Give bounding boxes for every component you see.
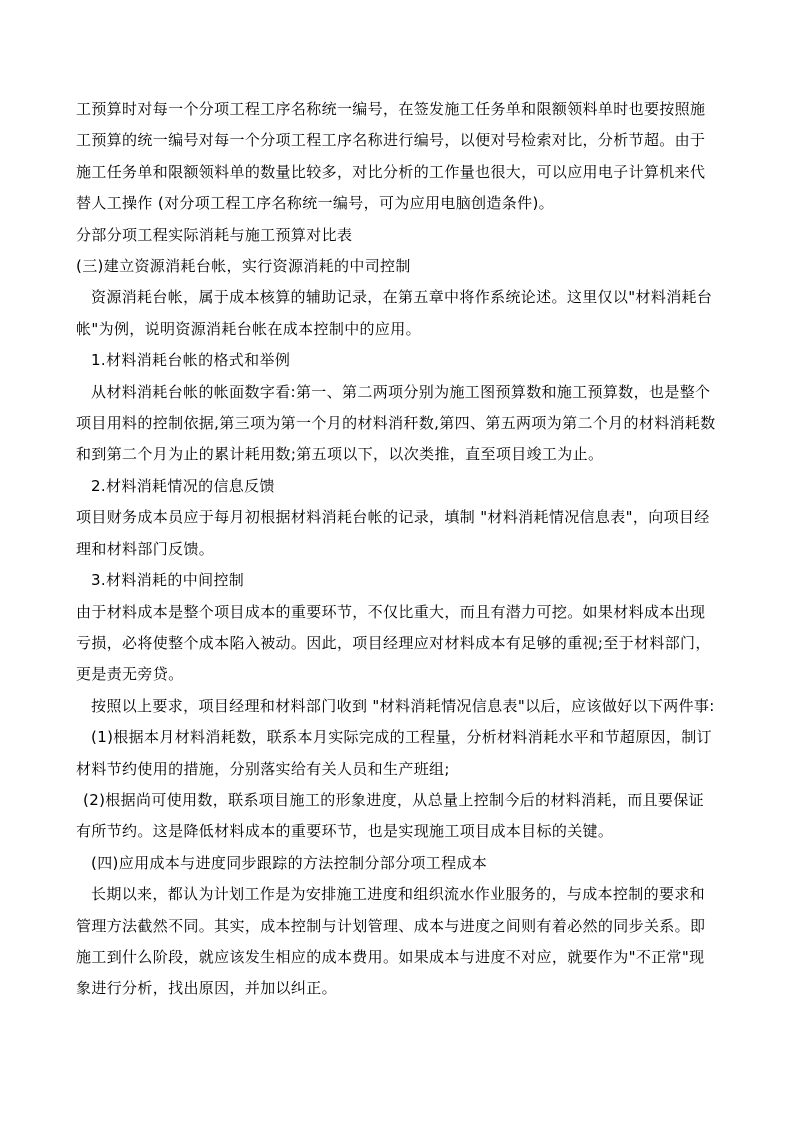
- section-heading-3: (三)建立资源消耗台帐，实行资源消耗的中司控制: [76, 257, 411, 276]
- paragraph-ledger-format: 从材料消耗台帐的帐面数字看:第一、第二两项分别为施工图预算数和施工预算数，也是整个项目用料的控制依据,第三项为第一个月的材料消秆数,第四、第五两项为第二个月的材料消耗数和到第二个月为止的累计耗用数;第五项以下，以次类推，直至项目竣工为止。: [76, 382, 716, 464]
- list-item-1: (1)根据本月材料消耗数，联系本月实际完成的工程量，分析材料消耗水平和节超原因，制订材料节约使用的措施，分别落实给有关人员和生产班组;: [76, 728, 712, 778]
- list-item-2: (2)根据尚可使用数，联系项目施工的形象进度，从总量上控制今后的材料消耗，而且要保证有所节约。这是降低材料成本的重要环节，也是实现施工项目成本目标的关键。: [76, 790, 704, 841]
- subheading-2: 2.材料消耗情况的信息反馈: [91, 476, 275, 495]
- document-body: [76, 94, 718, 1005]
- paragraph-resource-ledger: 资源消耗台帐，属于成本核算的辅助记录，在第五章中将作系统论述。这里仅以"材料消耗台帐"为例，说明资源消耗台帐在成本控制中的应用。: [76, 288, 713, 338]
- paragraph-requirements: 按照以上要求，项目经理和材料部门收到 "材料消耗情况信息表"以后，应该做好以下两件事:: [91, 696, 715, 715]
- paragraph-material-cost: 由于材料成本是整个项目成本的重要环节，不仅比重大，而且有潜力可挖。如果材料成本出现亏损，必将使整个成本陷入被动。因此，项目经理应对材料成本有足够的重视;至于材料部门，更是责无旁贷。: [76, 602, 711, 684]
- table-caption: 分部分项工程实际消耗与施工预算对比表: [76, 225, 353, 244]
- subheading-1: 1.材料消耗台帐的格式和举例: [91, 351, 291, 370]
- section-heading-4: (四)应用成本与进度同步跟踪的方法控制分部分项工程成本: [91, 853, 488, 872]
- paragraph-progress-tracking: 长期以来，都认为计划工作是为安排施工进度和组织流水作业服务的，与成本控制的要求和管理方法截然不同。其实，成本控制与计划管理、成本与进度之间则有着必然的同步关系。即施工到什么阶段，就应该发生相应的成本费用。如果成本与进度不对应，就要作为"不正常"现象进行分析，找出原因，并加以纠正。: [76, 885, 706, 998]
- subheading-3: 3.材料消耗的中间控制: [91, 571, 245, 590]
- paragraph-feedback: 项目财务成本员应于每月初根据材料消耗台帐的记录，填制 "材料消耗情况信息表"，向项目经理和材料部门反馈。: [76, 508, 710, 558]
- paragraph-continuation: 工预算时对每一个分项工程工序名称统一编号，在签发施工任务单和限额领料单时也要按照施工预算的统一编号对每一个分项工程工序名称进行编号，以便对号检索对比，分析节超。由于施工任务单和限额领料单的数量比较多，对比分析的工作量也很大，可以应用电子计算机来代替人工操作 (对分项工程工序名称统一编号，可为应用电脑创造条件)。: [76, 100, 706, 213]
